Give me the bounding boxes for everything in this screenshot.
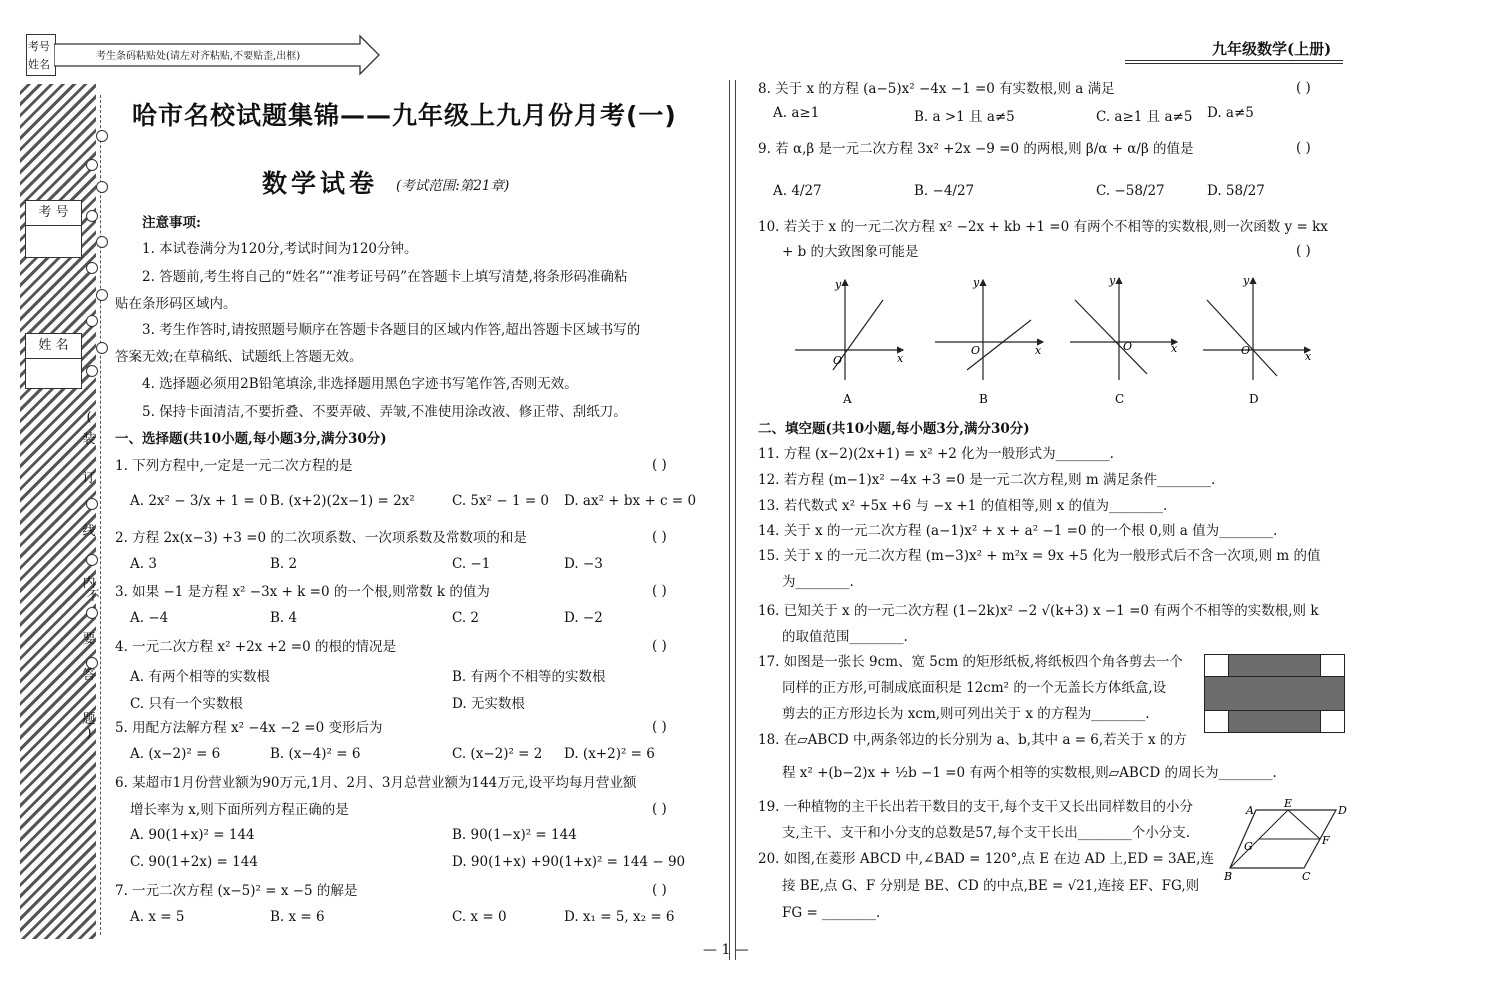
- q4-option-d: D. 无实数根: [452, 696, 525, 712]
- binding-hole: [86, 315, 98, 327]
- subtitle: 数学试卷: [262, 169, 379, 198]
- answer-paren: ( ): [1296, 80, 1311, 96]
- binding-hole: [96, 181, 108, 193]
- answer-paren: ( ): [652, 583, 667, 599]
- axis-x-label: x: [897, 352, 904, 365]
- notice-item: 4. 选择题必须用2B铅笔填涂,非选择题用黑色字迹书写笔作答,否则无效。: [142, 376, 578, 392]
- notice-item: 3. 考生作答时,请按照题号顺序在答题卡各题目的区域内作答,超出答题卡区域书写的: [142, 322, 641, 338]
- q20-figure: [1222, 796, 1352, 884]
- notice-item: 贴在条形码区域内。: [115, 296, 237, 312]
- q3-option-d: D. −2: [564, 610, 603, 626]
- answer-paren: ( ): [652, 638, 667, 654]
- column-divider: [729, 80, 730, 960]
- binding-hole: [86, 365, 98, 377]
- barcode-label-xingming: 姓名: [28, 58, 50, 71]
- binding-line: [100, 95, 101, 935]
- q9-stem: 9. 若 α,β 是一元二次方程 3x² +2x −9 =0 的两根,则 β/α + α/β 的值是: [758, 141, 1194, 157]
- q6-option-d: D. 90(1+x) +90(1+x)² = 144 − 90: [452, 854, 686, 870]
- q1-option-d: D. ax² + bx + c = 0: [564, 493, 697, 509]
- q5-option-d: D. (x+2)² = 6: [564, 746, 655, 762]
- answer-paren: ( ): [652, 719, 667, 735]
- binding-char: 线: [82, 524, 96, 539]
- q20: FG = ________.: [782, 905, 881, 921]
- q8-option-a: A. a≥1: [773, 105, 820, 121]
- answer-paren: ( ): [652, 801, 667, 817]
- q17: 同样的正方形,可制成底面积是 12cm² 的一个无盖长方体纸盒,设: [782, 680, 1167, 696]
- binding-hole: [86, 210, 98, 222]
- axis-y-label: y: [973, 276, 980, 289]
- q18: 18. 在▱ABCD 中,两条邻边的长分别为 a、b,其中 a = 6,若关于 x 的方: [758, 732, 1187, 748]
- q14: 14. 关于 x 的一元二次方程 (a−1)x² + x + a² −1 =0 的一个根 0,则 a 值为________.: [758, 523, 1278, 539]
- barcode-label-kaohao: 考号: [28, 40, 50, 53]
- q9-option-a: A. 4/27: [773, 183, 822, 199]
- binding-char: 装: [82, 432, 96, 447]
- q13: 13. 若代数式 x² +5x +6 与 −x +1 的值相等,则 x 的值为________.: [758, 498, 1168, 514]
- section-choice-title: 一、选择题(共10小题,每小题3分,满分30分): [115, 431, 387, 447]
- q6-stem: 6. 某超市1月份营业额为90万元,1月、2月、3月总营业额为144万元,设平均每月营业额: [115, 775, 637, 791]
- q7-option-b: B. x = 6: [270, 909, 325, 925]
- xingming-label: 姓 名: [26, 334, 81, 359]
- q6-option-c: C. 90(1+2x) = 144: [130, 854, 258, 870]
- header-rule: [1125, 60, 1343, 61]
- q5-stem: 5. 用配方法解方程 x² −4x −2 =0 变形后为: [115, 720, 383, 736]
- binding-char: 要: [82, 632, 96, 647]
- q9-option-d: D. 58/27: [1207, 183, 1265, 199]
- q20: 接 BE,点 G、F 分别是 BE、CD 的中点,BE = √21,连接 EF、FG,则: [782, 878, 1200, 894]
- q4-option-a: A. 有两个相等的实数根: [130, 669, 270, 685]
- label-f: F: [1322, 834, 1330, 847]
- header-rule-2: [1125, 63, 1343, 64]
- q4-option-c: C. 只有一个实数根: [130, 696, 243, 712]
- q3-stem: 3. 如果 −1 是方程 x² −3x + k =0 的一个根,则常数 k 的值为: [115, 584, 490, 600]
- q15: 15. 关于 x 的一元二次方程 (m−3)x² + m²x = 9x +5 化为一般形式后不含一次项,则 m 的值: [758, 548, 1321, 564]
- section-fill-title: 二、填空题(共10小题,每小题3分,满分30分): [758, 421, 1030, 437]
- q2-option-a: A. 3: [130, 556, 157, 572]
- q8-option-b: B. a >1 且 a≠5: [914, 109, 1015, 125]
- axis-x-label: x: [1035, 344, 1042, 357]
- barcode-area: [26, 34, 381, 78]
- binding-hole: [96, 342, 108, 354]
- q3-option-c: C. 2: [452, 610, 480, 626]
- answer-paren: ( ): [652, 529, 667, 545]
- notice-title: 注意事项:: [142, 215, 201, 231]
- graph-label-d: D: [1249, 392, 1259, 406]
- q1-option-a: A. 2x² − 3/x + 1 = 0: [130, 493, 268, 509]
- q2-stem: 2. 方程 2x(x−3) +3 =0 的二次项系数、一次项系数及常数项的和是: [115, 530, 527, 546]
- q11: 11. 方程 (x−2)(2x+1) = x² +2 化为一般形式为________.: [758, 446, 1114, 462]
- axis-x-label: x: [1171, 342, 1178, 355]
- subtitle-note: (考试范围:第21章): [396, 178, 510, 194]
- binding-char: 内: [82, 576, 96, 591]
- answer-paren: ( ): [1296, 140, 1311, 156]
- q7-option-d: D. x₁ = 5, x₂ = 6: [564, 909, 675, 925]
- binding-char: (: [86, 410, 92, 425]
- notice-item: 5. 保持卡面清洁,不要折叠、不要弄破、弄皱,不准使用涂改液、修正带、刮纸刀。: [142, 404, 627, 420]
- label-e: E: [1284, 797, 1293, 810]
- notice-item: 答案无效;在草稿纸、试题纸上答题无效。: [115, 349, 363, 365]
- q10-stem: + b 的大致图象可能是: [782, 244, 919, 260]
- q18: 程 x² +(b−2)x + ½b −1 =0 有两个相等的实数根,则▱ABCD 的周长为________.: [782, 765, 1277, 781]
- graph-c: [1070, 274, 1178, 406]
- q2-option-d: D. −3: [564, 556, 603, 572]
- graph-a: [795, 278, 904, 406]
- q3-option-b: B. 4: [270, 610, 298, 626]
- q16: 16. 已知关于 x 的一元二次方程 (1−2k)x² −2 √(k+3) x −1 =0 有两个不相等的实数根,则 k: [758, 603, 1319, 619]
- answer-paren: ( ): [652, 882, 667, 898]
- binding-hole: [86, 554, 98, 566]
- q16: 的取值范围________.: [782, 629, 908, 645]
- q4-stem: 4. 一元二次方程 x² +2x +2 =0 的根的情况是: [115, 639, 396, 655]
- binding-char: 订: [82, 471, 96, 486]
- q8-option-c: C. a≥1 且 a≠5: [1096, 109, 1193, 125]
- q6-option-a: A. 90(1+x)² = 144: [130, 827, 255, 843]
- q19: 19. 一种植物的主干长出若干数目的支干,每个支干又长出同样数目的小分: [758, 799, 1194, 815]
- q6-option-b: B. 90(1−x)² = 144: [452, 827, 577, 843]
- q17: 剪去的正方形边长为 xcm,则可列出关于 x 的方程为________.: [782, 706, 1150, 722]
- q12: 12. 若方程 (m−1)x² −4x +3 =0 是一元二次方程,则 m 满足条件________.: [758, 472, 1216, 488]
- q5-option-a: A. (x−2)² = 6: [130, 746, 221, 762]
- binding-hole: [86, 159, 98, 171]
- q5-option-c: C. (x−2)² = 2: [452, 746, 543, 762]
- axis-y-label: y: [1109, 274, 1116, 287]
- barcode-text: 考生条码粘贴处(请左对齐粘贴,不要贴歪,出框): [96, 51, 301, 62]
- binding-hole: [96, 289, 108, 301]
- q17: 17. 如图是一张长 9cm、宽 5cm 的矩形纸板,将纸板四个角各剪去一个: [758, 654, 1183, 670]
- main-title: 哈市名校试题集锦——九年级上九月份月考(一): [132, 101, 677, 130]
- axis-y-label: y: [1243, 274, 1250, 287]
- q1-option-b: B. (x+2)(2x−1) = 2x²: [270, 493, 415, 509]
- page-number: — 1 —: [703, 942, 749, 958]
- graph-label-c: C: [1115, 392, 1125, 406]
- notice-item: 1. 本试卷满分为120分,考试时间为120分钟。: [142, 241, 418, 257]
- header-grade: 九年级数学(上册): [1212, 40, 1332, 58]
- notice-item: 2. 答题前,考生将自己的“姓名”“准考证号码”在答题卡上填写清楚,将条形码准确粘: [142, 269, 628, 285]
- origin-label: O: [1241, 344, 1251, 357]
- q8-option-d: D. a≠5: [1207, 105, 1254, 121]
- kaohao-label: 考 号: [26, 201, 81, 226]
- q5-option-b: B. (x−4)² = 6: [270, 746, 361, 762]
- binding-hole: [86, 607, 98, 619]
- q15: 为________.: [782, 574, 854, 590]
- binding-char: 不: [86, 589, 100, 604]
- graph-b: [935, 276, 1043, 406]
- q2-option-b: B. 2: [270, 556, 298, 572]
- binding-hole: [86, 262, 98, 274]
- q20: 20. 如图,在菱形 ABCD 中,∠BAD = 120°,点 E 在边 AD 上,ED = 3AE,连: [758, 851, 1214, 867]
- label-g: G: [1244, 840, 1253, 853]
- graph-d: [1203, 274, 1312, 406]
- q3-option-a: A. −4: [130, 610, 169, 626]
- origin-label: O: [833, 354, 843, 367]
- label-a: A: [1246, 804, 1254, 817]
- origin-label: O: [971, 344, 981, 357]
- binding-char: ): [86, 726, 92, 741]
- q6-stem: 增长率为 x,则下面所列方程正确的是: [130, 802, 349, 818]
- answer-paren: ( ): [1296, 243, 1311, 259]
- xingming-box: [25, 333, 82, 389]
- q10-graphs: [785, 270, 1325, 410]
- column-divider-2: [735, 80, 736, 960]
- label-c: C: [1302, 870, 1311, 883]
- q7-option-c: C. x = 0: [452, 909, 507, 925]
- q7-stem: 7. 一元二次方程 (x−5)² = x −5 的解是: [115, 883, 358, 899]
- binding-hole: [96, 130, 108, 142]
- q7-option-a: A. x = 5: [130, 909, 185, 925]
- q9-option-c: C. −58/27: [1096, 183, 1165, 199]
- graph-label-b: B: [979, 392, 988, 406]
- binding-hole: [86, 498, 98, 510]
- label-b: B: [1224, 870, 1233, 883]
- graph-label-a: A: [843, 392, 852, 406]
- binding-char: 答: [82, 668, 96, 683]
- q4-option-b: B. 有两个不相等的实数根: [452, 669, 606, 685]
- origin-label: O: [1123, 340, 1133, 353]
- q10-stem: 10. 若关于 x 的一元二次方程 x² −2x + kb +1 =0 有两个不相等的实数根,则一次函数 y = kx: [758, 219, 1328, 235]
- axis-y-label: y: [835, 278, 842, 291]
- binding-hole: [96, 236, 108, 248]
- label-d: D: [1338, 804, 1347, 817]
- binding-char: 题: [82, 712, 96, 727]
- kaohao-box: [25, 200, 82, 258]
- q17-figure: [1204, 654, 1346, 734]
- q1-stem: 1. 下列方程中,一定是一元二次方程的是: [115, 458, 353, 474]
- q8-stem: 8. 关于 x 的方程 (a−5)x² −4x −1 =0 有实数根,则 a 满足: [758, 81, 1115, 97]
- q9-option-b: B. −4/27: [914, 183, 975, 199]
- answer-paren: ( ): [652, 457, 667, 473]
- q19: 支,主干、支干和小分支的总数是57,每个支干长出________个小分支.: [782, 825, 1191, 841]
- q2-option-c: C. −1: [452, 556, 491, 572]
- axis-x-label: x: [1305, 350, 1312, 363]
- q1-option-c: C. 5x² − 1 = 0: [452, 493, 550, 509]
